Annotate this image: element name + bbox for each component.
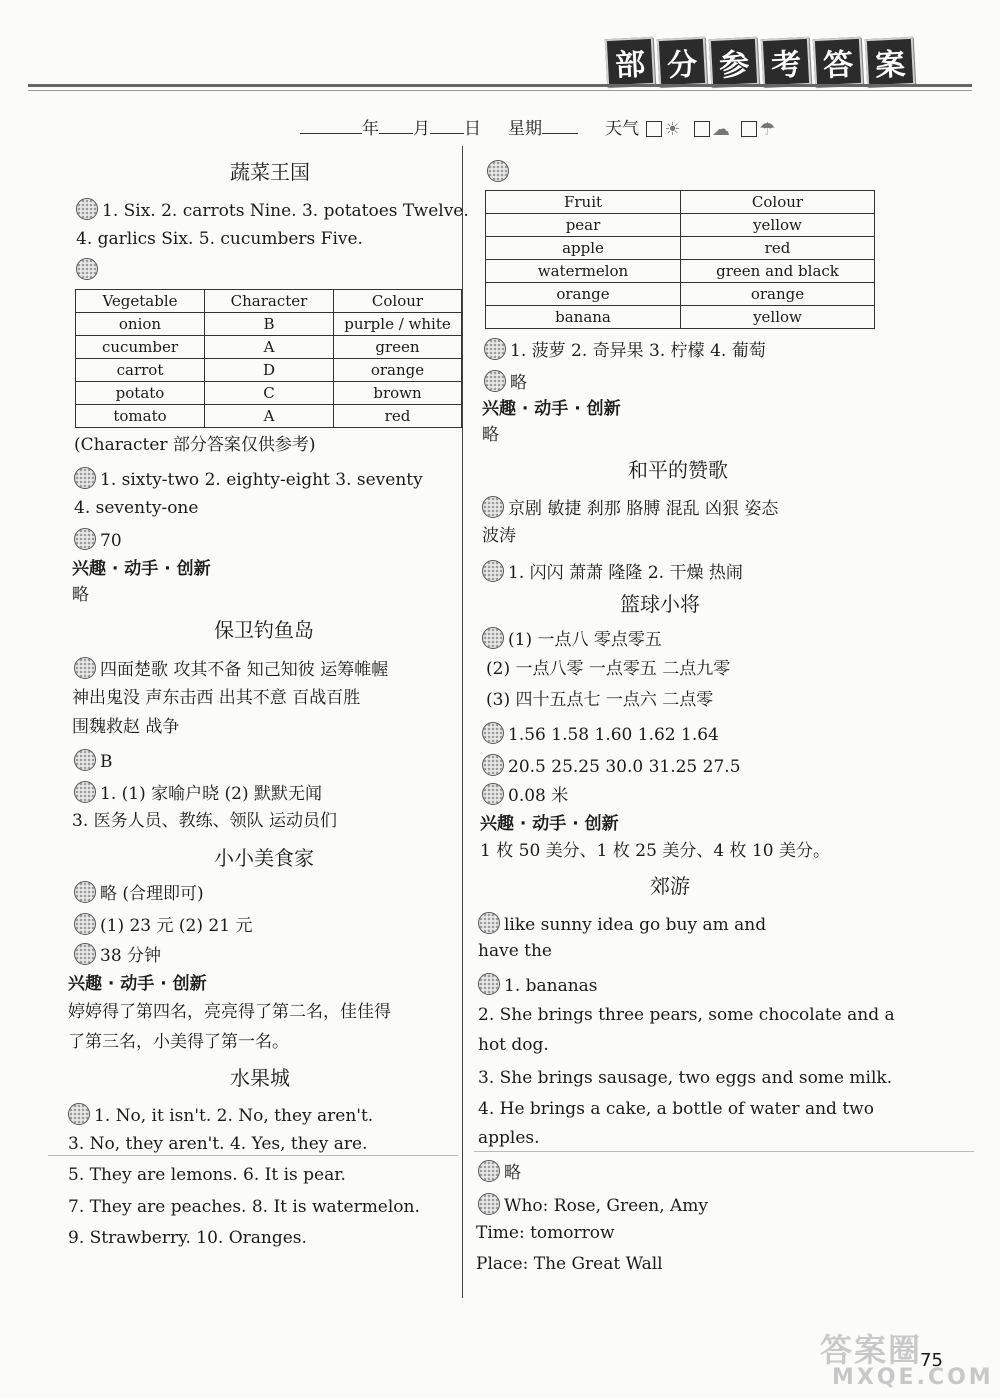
- answer-line: [76, 258, 102, 282]
- question-badge-icon: [482, 783, 504, 805]
- left-faint-rule: [48, 1155, 458, 1156]
- question-badge-icon: [482, 754, 504, 776]
- answer-line: Time: tomorrow: [476, 1223, 615, 1243]
- answer-line: 4. He brings a cake, a bottle of water and two: [478, 1099, 874, 1119]
- answer-line: [74, 749, 113, 773]
- question-badge-icon: [74, 467, 96, 489]
- page-number: 75: [920, 1350, 943, 1371]
- answer-line: 略: [482, 425, 499, 445]
- answer-text: 20.5 25.25 30.0 31.25 27.5: [508, 757, 741, 777]
- date-year-label: 年: [362, 119, 379, 139]
- table-header: Vegetable: [76, 290, 205, 313]
- table-cell: green: [334, 336, 462, 359]
- question-badge-icon: [478, 973, 500, 995]
- table-cell: red: [681, 237, 875, 260]
- question-badge-icon: [487, 160, 509, 182]
- table-cell: banana: [486, 306, 681, 329]
- question-badge-icon: [74, 657, 96, 679]
- answer-line: [74, 657, 388, 681]
- title-char: 部: [605, 37, 655, 87]
- table-row: [76, 405, 462, 428]
- question-badge-icon: [76, 258, 98, 280]
- section-title-food: 小小美食家: [214, 846, 314, 870]
- answer-line: 围魏救赵 战争: [72, 717, 180, 737]
- table-cell: C: [205, 382, 334, 405]
- question-badge-icon: [74, 943, 96, 965]
- question-badge-icon: [478, 1160, 500, 1182]
- table-row: [486, 237, 875, 260]
- answer-line: 婷婷得了第四名，亮亮得了第二名，佳佳得: [68, 1002, 391, 1022]
- table-cell: yellow: [681, 214, 875, 237]
- answer-line: [478, 1160, 521, 1184]
- table-row: [486, 306, 875, 329]
- question-badge-icon: [74, 881, 96, 903]
- answer-line: [74, 467, 423, 491]
- watermark-url: MXQE.COM: [832, 1365, 994, 1390]
- answer-line: 9. Strawberry. 10. Oranges.: [68, 1228, 307, 1248]
- table-header: Fruit: [486, 191, 681, 214]
- table-cell: A: [205, 405, 334, 428]
- answer-text: B: [100, 752, 113, 772]
- answer-line: 神出鬼没 声东击西 出其不意 百战百胜: [72, 688, 361, 708]
- cloud-icon: ☁: [711, 118, 730, 140]
- question-badge-icon: [484, 338, 506, 360]
- answer-line: 3. She brings sausage, two eggs and some milk.: [478, 1068, 893, 1088]
- table-row: [486, 283, 875, 306]
- weekday-label: 星期: [508, 119, 543, 139]
- table-cell: orange: [681, 283, 875, 306]
- sun-icon: ☀: [664, 118, 681, 140]
- table-row: [76, 359, 462, 382]
- answer-text: 1. Six. 2. carrots Nine. 3. potatoes Twelve.: [102, 201, 469, 221]
- subsection-heading: 兴趣 · 动手 · 创新: [482, 399, 621, 419]
- table-row: [76, 313, 462, 336]
- answer-line: [68, 1103, 373, 1127]
- blank-year: [300, 119, 362, 134]
- title-char: 分: [657, 37, 707, 87]
- table-header: Character: [205, 290, 334, 313]
- answer-line: (3) 四十五点七 一点六 二点零: [486, 690, 714, 710]
- date-day-label: 日: [464, 119, 481, 139]
- table-header-row: [486, 191, 875, 214]
- answer-line: hot dog.: [478, 1035, 549, 1055]
- rain-icon: ☂: [759, 118, 776, 140]
- table-cell: brown: [334, 382, 462, 405]
- answer-line: [482, 560, 743, 584]
- answer-line: [478, 912, 766, 936]
- answer-line: 5. They are lemons. 6. It is pear.: [68, 1165, 346, 1185]
- table-row: [486, 260, 875, 283]
- answer-text: 1. (1) 家喻户晓 (2) 默默无闻: [100, 784, 322, 804]
- question-badge-icon: [74, 913, 96, 935]
- table-row: [76, 336, 462, 359]
- answer-text: 1.56 1.58 1.60 1.62 1.64: [508, 725, 719, 745]
- answer-text: 70: [100, 531, 122, 551]
- page-header-title: [606, 38, 914, 86]
- table-cell: D: [205, 359, 334, 382]
- question-badge-icon: [482, 722, 504, 744]
- table-cell: carrot: [76, 359, 205, 382]
- watermark-logo: 答案圈: [820, 1331, 923, 1369]
- weather-checkbox: [694, 121, 710, 137]
- table-cell: onion: [76, 313, 205, 336]
- fruit-table: [485, 190, 875, 329]
- table-cell: orange: [486, 283, 681, 306]
- table-header: Colour: [334, 290, 462, 313]
- question-badge-icon: [74, 749, 96, 771]
- question-badge-icon: [482, 496, 504, 518]
- subsection-heading: 兴趣 · 动手 · 创新: [72, 559, 211, 579]
- answer-line: [482, 627, 662, 651]
- table-header: Colour: [681, 191, 875, 214]
- answer-line: [74, 943, 161, 967]
- answer-text: 1. sixty-two 2. eighty-eight 3. seventy: [100, 470, 423, 490]
- table-cell: tomato: [76, 405, 205, 428]
- right-faint-rule: [474, 1151, 974, 1152]
- answer-line: [74, 881, 204, 905]
- answer-line: [482, 783, 568, 807]
- question-badge-icon: [74, 528, 96, 550]
- answer-text: 京剧 敏捷 刹那 胳膊 混乱 凶狠 姿态: [508, 499, 779, 519]
- answer-line: have the: [478, 941, 552, 961]
- answer-text: 1. 菠萝 2. 奇异果 3. 柠檬 4. 葡萄: [510, 341, 766, 361]
- answer-text: like sunny idea go buy am and: [504, 915, 767, 935]
- date-month-label: 月: [413, 119, 430, 139]
- section-title-vegetables: 蔬菜王国: [230, 160, 310, 184]
- header-rule-thin: [28, 90, 972, 91]
- answer-text: 略: [510, 373, 527, 393]
- answer-line: [482, 754, 741, 778]
- answer-line: 4. garlics Six. 5. cucumbers Five.: [76, 229, 363, 249]
- subsection-heading: 兴趣 · 动手 · 创新: [68, 974, 207, 994]
- answer-line: 7. They are peaches. 8. It is watermelon.: [68, 1197, 420, 1217]
- answer-line: [74, 913, 252, 937]
- answer-text: 四面楚歌 攻其不备 知己知彼 运筹帷幄: [100, 660, 389, 680]
- answer-line: [482, 496, 778, 520]
- answer-text: (1) 一点八 零点零五: [508, 630, 662, 650]
- answer-line: [478, 1193, 708, 1217]
- section-title-fruit-city: 水果城: [230, 1066, 290, 1090]
- table-cell: watermelon: [486, 260, 681, 283]
- title-char: 参: [709, 37, 759, 87]
- answer-text: 0.08 米: [508, 786, 569, 806]
- question-badge-icon: [482, 560, 504, 582]
- section-title-basketball: 篮球小将: [620, 592, 700, 616]
- answer-line: [487, 160, 513, 184]
- question-badge-icon: [478, 912, 500, 934]
- answer-line: 3. No, they aren't. 4. Yes, they are.: [68, 1134, 368, 1154]
- title-char: 答: [813, 37, 863, 87]
- table-cell: orange: [334, 359, 462, 382]
- table-cell: cucumber: [76, 336, 205, 359]
- answer-line: [478, 973, 598, 997]
- question-badge-icon: [482, 627, 504, 649]
- question-badge-icon: [74, 781, 96, 803]
- answer-line: (2) 一点八零 一点零五 二点九零: [486, 659, 731, 679]
- table-row: [76, 382, 462, 405]
- answer-line: 1 枚 50 美分、1 枚 25 美分、4 枚 10 美分。: [480, 841, 830, 861]
- table-cell: pear: [486, 214, 681, 237]
- answer-text: 1. No, it isn't. 2. No, they aren't.: [94, 1106, 374, 1126]
- answer-line: [484, 370, 527, 394]
- question-badge-icon: [478, 1193, 500, 1215]
- weather-checkbox: [646, 121, 662, 137]
- answer-text: 略 (合理即可): [100, 884, 204, 904]
- answer-text: 1. 闪闪 萧萧 隆隆 2. 干燥 热闹: [508, 563, 743, 583]
- table-cell: green and black: [681, 260, 875, 283]
- answer-text: Who: Rose, Green, Amy: [504, 1196, 708, 1216]
- table-cell: A: [205, 336, 334, 359]
- answer-text: 38 分钟: [100, 946, 162, 966]
- question-badge-icon: [76, 198, 98, 220]
- answer-line: [74, 781, 322, 805]
- answer-line: 波涛: [482, 526, 516, 546]
- answer-line: Place: The Great Wall: [476, 1254, 663, 1274]
- answer-line: 4. seventy-one: [74, 498, 199, 518]
- blank-weekday: [542, 119, 578, 134]
- title-char: 考: [761, 37, 811, 87]
- table-cell: apple: [486, 237, 681, 260]
- question-badge-icon: [484, 370, 506, 392]
- table-cell: B: [205, 313, 334, 336]
- table-cell: yellow: [681, 306, 875, 329]
- answer-line: 略: [72, 585, 89, 605]
- vegetable-table: [75, 289, 462, 428]
- answer-text: 略: [504, 1163, 521, 1183]
- answer-note: (Character 部分答案仅供参考): [74, 435, 316, 455]
- answer-text: 1. bananas: [504, 976, 598, 996]
- table-row: [486, 214, 875, 237]
- subsection-heading: 兴趣 · 动手 · 创新: [480, 814, 619, 834]
- blank-day: [430, 119, 464, 134]
- weather-checkbox: [741, 121, 757, 137]
- answer-line: [482, 722, 719, 746]
- weather-label: 天气: [605, 119, 640, 139]
- section-title-peace: 和平的赞歌: [628, 458, 728, 482]
- section-title-outing: 郊游: [650, 874, 690, 898]
- question-badge-icon: [68, 1103, 90, 1125]
- answer-line: [76, 198, 469, 222]
- answer-line: [484, 338, 766, 362]
- blank-month: [379, 119, 413, 134]
- answer-line: [74, 528, 122, 552]
- table-header-row: [76, 290, 462, 313]
- header-rule: [28, 84, 972, 87]
- section-title-diaoyu: 保卫钓鱼岛: [214, 618, 314, 642]
- answer-line: 了第三名，小美得了第一名。: [68, 1032, 289, 1052]
- table-cell: potato: [76, 382, 205, 405]
- date-weather-line: [300, 114, 781, 140]
- answer-line: apples.: [478, 1128, 540, 1148]
- table-cell: purple / white: [334, 313, 462, 336]
- answer-line: 2. She brings three pears, some chocolate and a: [478, 1005, 895, 1025]
- answer-line: 3. 医务人员、教练、领队 运动员们: [72, 811, 338, 831]
- title-char: 案: [865, 37, 915, 87]
- column-divider: [462, 146, 463, 1298]
- answer-text: (1) 23 元 (2) 21 元: [100, 916, 253, 936]
- table-cell: red: [334, 405, 462, 428]
